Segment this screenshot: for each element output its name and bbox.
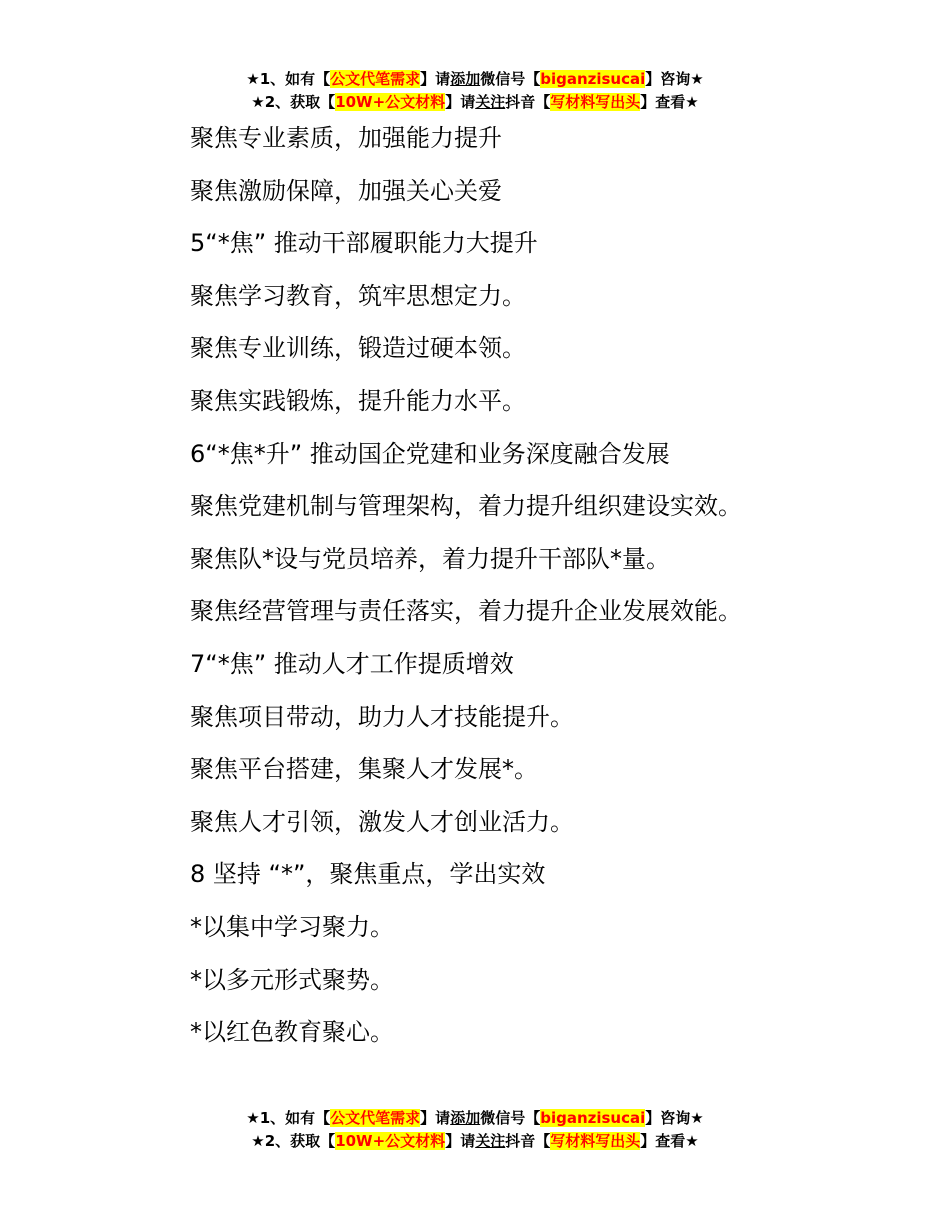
paragraph: 聚焦激励保障，加强关心关爱 xyxy=(190,176,502,205)
paragraph: 聚焦实践锻炼，提升能力水平。 xyxy=(190,386,526,415)
promo-text: ★1、如有【 xyxy=(246,70,331,88)
paragraph: 聚焦平台搭建，集聚人才发展*。 xyxy=(190,755,538,784)
section-heading: 7“*焦” 推动人才工作提质增效 xyxy=(190,649,514,678)
promo-text: 】咨询★ xyxy=(645,1109,704,1127)
promo-line-1 xyxy=(0,1107,950,1130)
paragraph: *以红色教育聚心。 xyxy=(190,1018,394,1047)
header-promo-banner xyxy=(0,68,950,114)
section-heading: 5“*焦” 推动干部履职能力大提升 xyxy=(190,229,538,258)
promo-text: 】请 xyxy=(445,1132,476,1150)
paragraph: 聚焦项目带动，助力人才技能提升。 xyxy=(190,702,574,731)
promo-text: 】查看★ xyxy=(640,93,699,111)
promo-text: ★1、如有【 xyxy=(246,1109,331,1127)
section-heading: 8 坚持 “*”，聚焦重点，学出实效 xyxy=(190,860,546,889)
paragraph: 聚焦队*设与党员培养，着力提升干部队*量。 xyxy=(190,544,670,573)
promo-line-2 xyxy=(0,1130,950,1153)
promo-text: ★2、获取【 xyxy=(251,1132,336,1150)
promo-text: 】咨询★ xyxy=(645,70,704,88)
promo-underline: 关注 xyxy=(475,93,506,111)
promo-line-2 xyxy=(0,91,950,114)
promo-text: 】查看★ xyxy=(640,1132,699,1150)
promo-highlight: 10W+公文材料 xyxy=(335,93,446,111)
promo-text: 】请 xyxy=(445,93,476,111)
section-heading: 6“*焦*升” 推动国企党建和业务深度融合发展 xyxy=(190,439,670,468)
paragraph: *以多元形式聚势。 xyxy=(190,965,394,994)
promo-underline: 添加 xyxy=(450,70,481,88)
promo-underline: 添加 xyxy=(450,1109,481,1127)
paragraph: 聚焦经营管理与责任落实，着力提升企业发展效能。 xyxy=(190,597,742,626)
paragraph: 聚焦专业训练，锻造过硬本领。 xyxy=(190,334,526,363)
document-body xyxy=(190,112,910,1059)
promo-text: 抖音【 xyxy=(505,93,551,111)
promo-text: 】请 xyxy=(420,1109,451,1127)
promo-douyin-id: 写材料写出头 xyxy=(550,1132,641,1150)
promo-text: 微信号【 xyxy=(480,70,541,88)
promo-text: 抖音【 xyxy=(505,1132,551,1150)
footer-promo-banner xyxy=(0,1107,950,1153)
promo-wechat-id: biganzisucai xyxy=(540,70,646,88)
paragraph: *以集中学习聚力。 xyxy=(190,912,394,941)
promo-highlight: 公文代笔需求 xyxy=(330,1109,421,1127)
paragraph: 聚焦人才引领，激发人才创业活力。 xyxy=(190,807,574,836)
promo-text: 】请 xyxy=(420,70,451,88)
paragraph: 聚焦专业素质，加强能力提升 xyxy=(190,124,502,152)
paragraph: 聚焦党建机制与管理架构，着力提升组织建设实效。 xyxy=(190,492,742,521)
promo-wechat-id: biganzisucai xyxy=(540,1109,646,1127)
promo-text: ★2、获取【 xyxy=(251,93,336,111)
promo-text: 微信号【 xyxy=(480,1109,541,1127)
promo-douyin-id: 写材料写出头 xyxy=(550,93,641,111)
promo-line-1 xyxy=(0,68,950,91)
promo-highlight: 10W+公文材料 xyxy=(335,1132,446,1150)
paragraph: 聚焦学习教育，筑牢思想定力。 xyxy=(190,281,526,310)
promo-highlight: 公文代笔需求 xyxy=(330,70,421,88)
promo-underline: 关注 xyxy=(475,1132,506,1150)
